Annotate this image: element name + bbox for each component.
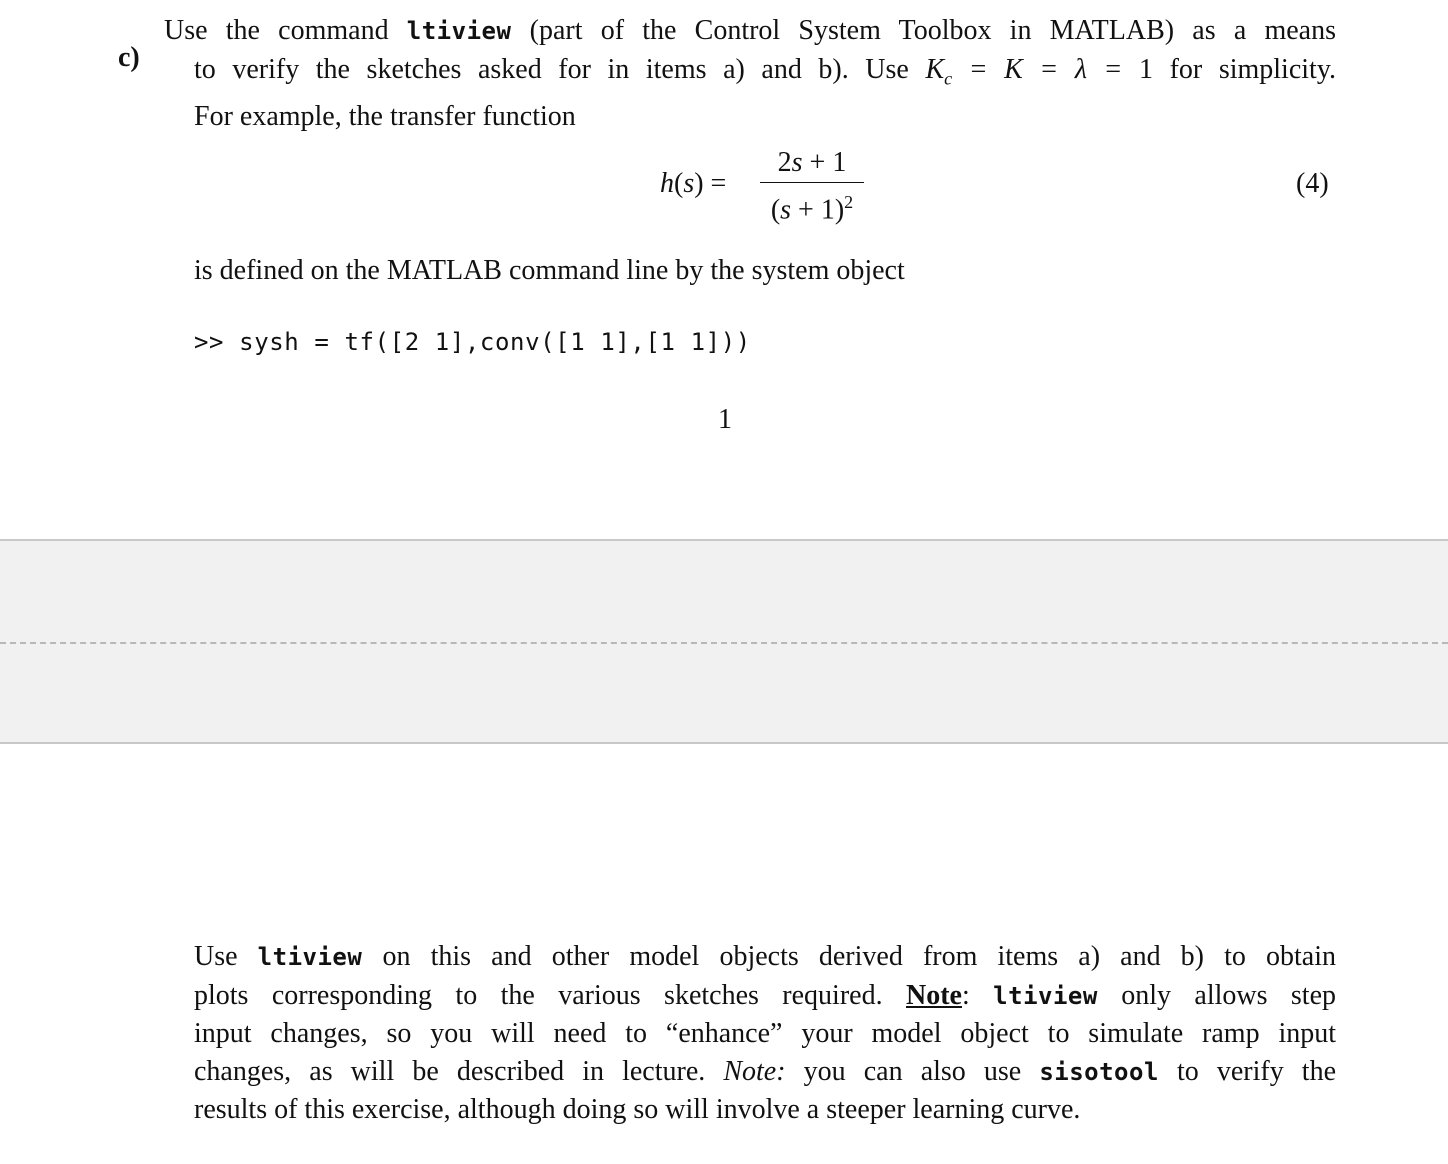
equation-fraction <box>760 146 864 227</box>
outro-line-5: results of this exercise, although doing so will involve a steeper learning curve. <box>194 1094 1081 1125</box>
ltiview-command-2: ltiview <box>257 943 363 971</box>
outro-text-2: on this and other model objects derived from items a) and b) to obtain <box>382 941 1337 972</box>
note-italic: Note: <box>723 1055 786 1087</box>
outro-paragraph <box>194 938 1336 1129</box>
intro-line-2 <box>194 51 1336 98</box>
outro-text-1: Use <box>194 941 238 972</box>
sisotool-command: sisotool <box>1039 1057 1159 1086</box>
outro-text-8: you can also use <box>803 1055 1022 1087</box>
math-params: $K_c = K = \lambda = 1$ <box>925 53 1154 89</box>
outro-line-4 <box>194 1053 1336 1092</box>
equation-denominator: $(s + 1)^2$ <box>770 192 854 226</box>
intro-text-4: for simplicity. <box>1169 53 1337 85</box>
page-break-band <box>0 539 1448 744</box>
defined-text: is defined on the MATLAB command line by the system object <box>194 255 905 286</box>
note-label: Note <box>906 979 962 1011</box>
page-number: 1 <box>718 404 732 435</box>
intro-text-3: to verify the sketches asked for in items a) and b). Use <box>194 53 909 85</box>
equation-number: (4) <box>1296 168 1329 199</box>
ltiview-command: ltiview <box>406 17 512 45</box>
ltiview-command-3: ltiview <box>993 981 1098 1010</box>
item-label: c) <box>118 42 140 73</box>
outro-text-9: to verify the <box>1177 1055 1337 1087</box>
outro-text-5: only allows step <box>1121 979 1337 1011</box>
intro-text-2: (part of the Control System Toolbox in MATLAB) as a means <box>529 15 1336 46</box>
outro-line-2 <box>194 977 1336 1016</box>
intro-line-3: For example, the transfer function <box>194 100 576 132</box>
outro-colon: : <box>961 979 970 1011</box>
outro-text-3: plots corresponding to the various sketches required. <box>194 979 883 1011</box>
page-break-dashed-line <box>0 642 1448 644</box>
outro-line-3: input changes, so you will need to “enhance” your model object to simulate ramp input <box>194 1018 1336 1049</box>
outro-line-1 <box>194 938 1336 977</box>
intro-text-1: Use the command <box>164 15 389 46</box>
fraction-bar <box>760 182 864 183</box>
intro-paragraph <box>118 12 1337 135</box>
equation-numerator: 2s + 1 <box>777 147 847 178</box>
outro-text-7: changes, as will be described in lecture. <box>194 1055 706 1087</box>
equation-lhs: h(s) = <box>660 168 727 199</box>
matlab-code-line: >> sysh = tf([2 1],conv([1 1],[1 1])) <box>194 328 751 356</box>
